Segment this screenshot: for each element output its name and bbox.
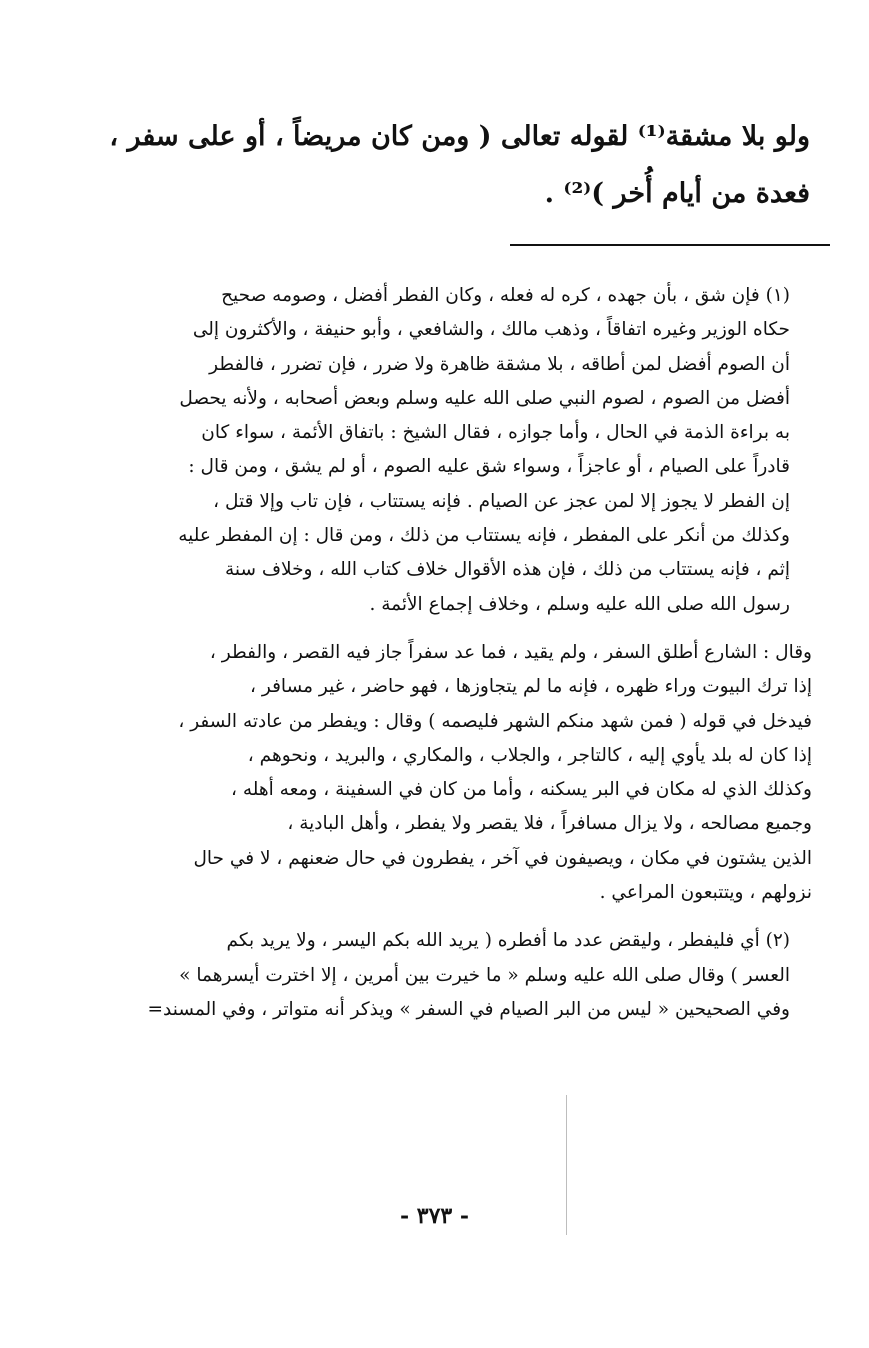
main-text-line: ولو بلا مشقة⁽¹⁾ لقوله تعالى ( ومن كان مريضاً ، أو على سفر ، [109, 121, 810, 152]
footnote-line: إذا كان له بلد يأوي إليه ، كالتاجر ، والجلاب ، والمكاري ، والبريد ، ونحوهم ، [247, 744, 812, 766]
footnote-line: إن الفطر لا يجوز إلا لمن عجز عن الصيام . فإنه يستتاب ، فإن تاب وإلا قتل ، [213, 490, 790, 512]
footnote-line: نزولهم ، ويتتبعون المراعي . [599, 882, 812, 904]
main-text-line: فعدة من أيام أُخر )⁽²⁾ . [544, 178, 810, 209]
footnote-line: الذين يشتون في مكان ، ويصيفون في آخر ، يفطرون في حال ضعنهم ، لا في حال [193, 847, 812, 869]
footnote-line: به براءة الذمة في الحال ، وأما جوازه ، فقال الشيخ : باتفاق الأئمة ، سواء كان [201, 422, 790, 444]
footnote-line: حكاه الوزير وغيره اتفاقاً ، وذهب مالك ، والشافعي ، وأبو حنيفة ، والأكثرون إلى [192, 319, 790, 341]
main-text [88, 108, 810, 222]
footnote-line: أفضل من الصوم ، لصوم النبي صلى الله عليه وسلم وبعض أصحابه ، ولأنه يحصل [179, 387, 790, 409]
footnote-separator [510, 244, 830, 246]
page-number: - ٣٧٣ - [399, 1203, 470, 1229]
footnote-line: العسر ) وقال صلى الله عليه وسلم « ما خيرت بين أمرين ، إلا اخترت أيسرهما » [179, 964, 790, 986]
footnote-1 [98, 279, 812, 622]
footnote-line: وفي الصحيحين « ليس من البر الصيام في السفر » ويذكر أنه متواتر ، وفي المسند= [147, 998, 790, 1020]
footnotes [98, 279, 812, 1027]
footnote-line: رسول الله صلى الله عليه وسلم ، وخلاف إجماع الأئمة . [369, 593, 790, 615]
footnote-1-continued [98, 636, 812, 910]
footnote-line: إثم ، فإنه يستتاب من ذلك ، فإن هذه الأقوال خلاف كتاب الله ، وخلاف سنة [225, 559, 790, 581]
footnote-line: وقال : الشارع أطلق السفر ، ولم يقيد ، فما عد سفراً جاز فيه القصر ، والفطر ، [209, 641, 812, 663]
footnote-line: أن الصوم أفضل لمن أطاقه ، بلا مشقة ظاهرة ولا ضرر ، فإن تضرر ، فالفطر [209, 353, 790, 375]
footnote-line: (١) فإن شق ، بأن جهده ، كره له فعله ، وكان الفطر أفضل ، وصومه صحيح [221, 285, 790, 306]
footnote-line: (٢) أي فليفطر ، وليقض عدد ما أفطره ( يريد الله بكم اليسر ، ولا يريد بكم [226, 930, 790, 952]
footnote-line: وجميع مصالحه ، ولا يزال مسافراً ، فلا يقصر ولا يفطر ، وأهل البادية ، [287, 813, 812, 835]
footnote-line: وكذلك من أنكر على المفطر ، فإنه يستتاب من ذلك ، ومن قال : إن المفطر عليه [178, 525, 790, 547]
footnote-line: إذا ترك البيوت وراء ظهره ، فإنه ما لم يتجاوزها ، فهو حاضر ، غير مسافر ، [250, 676, 812, 698]
footnote-line: وكذلك الذي له مكان في البر يسكنه ، وأما من كان في السفينة ، ومعه أهله ، [230, 779, 812, 801]
footnote-line: فيدخل في قوله ( فمن شهد منكم الشهر فليصمه ) وقال : ويفطر من عادته السفر ، [178, 710, 812, 732]
footnote-line: قادراً على الصيام ، أو عاجزاً ، وسواء شق عليه الصوم ، أو لم يشق ، ومن قال : [188, 456, 790, 478]
footnote-2 [98, 924, 812, 1027]
